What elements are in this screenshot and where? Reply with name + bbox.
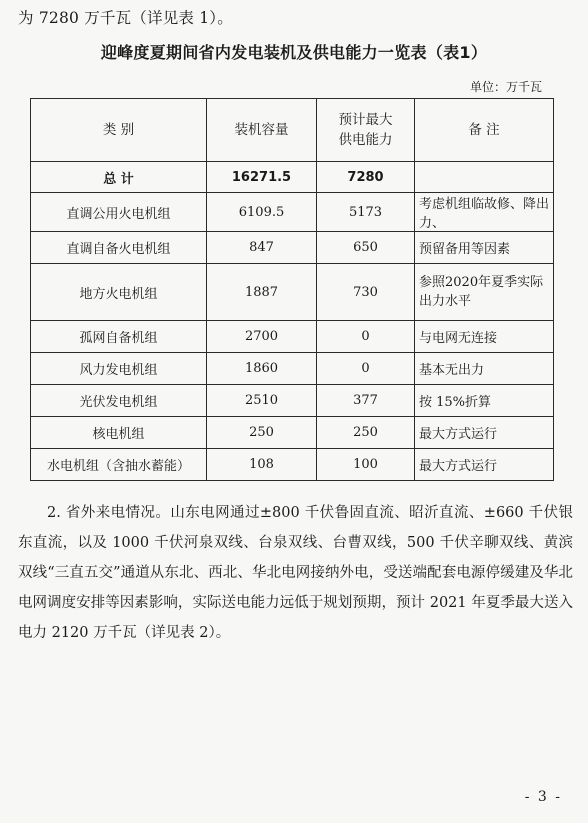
row-capacity: 108	[207, 449, 317, 481]
row-supply: 100	[317, 449, 415, 481]
row-remark: 预留备用等因素	[415, 232, 554, 264]
total-remark	[415, 162, 554, 193]
header-supply-line1: 预计最大	[338, 112, 393, 128]
row-supply: 650	[317, 232, 415, 264]
table-row	[31, 193, 554, 232]
row-supply: 0	[317, 321, 415, 353]
preceding-text-line: 为 7280 万千瓦（详见表 1）。	[18, 9, 233, 27]
table-row	[31, 353, 554, 385]
table-title: 迎峰度夏期间省内发电装机及供电能力一览表（表1）	[100, 43, 488, 62]
row-remark: 基本无出力	[415, 353, 554, 385]
row-capacity: 1887	[207, 264, 317, 321]
row-category: 地方火电机组	[31, 264, 207, 321]
row-category: 光伏发电机组	[31, 385, 207, 417]
row-category: 孤网自备机组	[31, 321, 207, 353]
row-supply: 377	[317, 385, 415, 417]
row-category: 风力发电机组	[31, 353, 207, 385]
table-header-row	[31, 99, 554, 162]
total-capacity: 16271.5	[207, 162, 317, 193]
row-supply: 730	[317, 264, 415, 321]
row-supply: 250	[317, 417, 415, 449]
row-remark: 最大方式运行	[415, 449, 554, 481]
row-capacity: 2510	[207, 385, 317, 417]
header-supply	[317, 99, 415, 162]
header-category: 类 别	[31, 99, 207, 162]
row-remark: 参照2020年夏季实际出力水平	[415, 264, 554, 321]
table-row	[31, 232, 554, 264]
row-capacity: 2700	[207, 321, 317, 353]
unit-label: 单位：万千瓦	[469, 80, 542, 94]
row-category: 水电机组（含抽水蓄能）	[31, 449, 207, 481]
header-capacity: 装机容量	[207, 99, 317, 162]
row-remark: 按 15%折算	[415, 385, 554, 417]
row-capacity: 6109.5	[207, 193, 317, 232]
table-row	[31, 449, 554, 481]
row-category: 核电机组	[31, 417, 207, 449]
body-paragraph	[18, 498, 573, 648]
row-category: 直调自备火电机组	[31, 232, 207, 264]
header-remark: 备 注	[415, 99, 554, 162]
table-row	[31, 264, 554, 321]
row-remark: 最大方式运行	[415, 417, 554, 449]
row-supply: 5173	[317, 193, 415, 232]
row-supply: 0	[317, 353, 415, 385]
page-number: - 3 -	[524, 789, 562, 805]
row-remark: 与电网无连接	[415, 321, 554, 353]
total-supply: 7280	[317, 162, 415, 193]
row-capacity: 1860	[207, 353, 317, 385]
paragraph-text: 2. 省外来电情况。山东电网通过±800 千伏鲁固直流、昭沂直流、±660 千伏银东直流，以及 1000 千伏河泉双线、台泉双线、台曹双线，500 千伏辛聊双线、黄滨双线“三直五交”通道从东北、西北、华北电网接纳外电，受送端配套电源停缓建及华北电网调度安排等因素影响，实际送电能力远低于规划预期，预计 2021 年夏季最大送入电力 2120 万千瓦（详见表 2）。	[18, 505, 573, 641]
table-row	[31, 321, 554, 353]
table-row	[31, 385, 554, 417]
header-supply-line2: 供电能力	[338, 132, 393, 148]
total-label: 总 计	[31, 162, 207, 193]
table-row	[31, 417, 554, 449]
row-remark: 考虑机组临故修、降出力、	[415, 193, 554, 232]
row-capacity: 250	[207, 417, 317, 449]
total-row	[31, 162, 554, 193]
row-capacity: 847	[207, 232, 317, 264]
capacity-table	[30, 98, 554, 481]
row-category: 直调公用火电机组	[31, 193, 207, 232]
